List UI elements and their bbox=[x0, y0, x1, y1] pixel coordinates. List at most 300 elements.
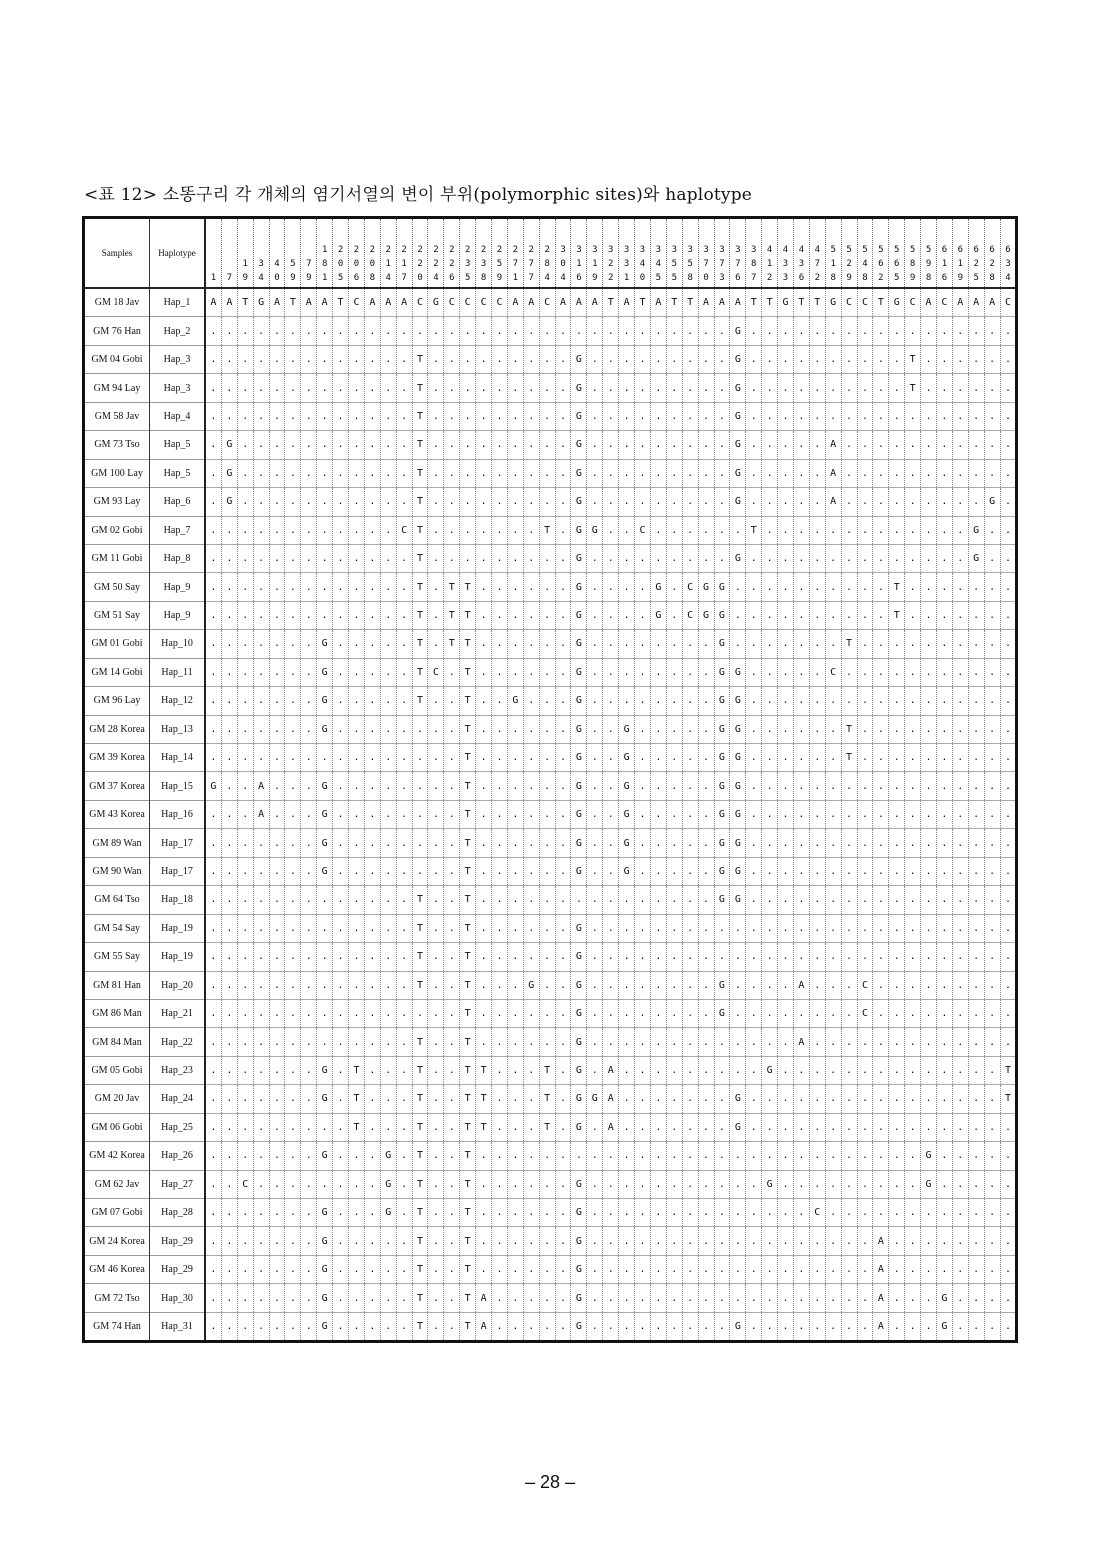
base-cell: . bbox=[793, 1284, 809, 1312]
haplotype-name: Hap_26 bbox=[150, 1142, 206, 1170]
base-cell: . bbox=[507, 544, 523, 572]
base-cell: . bbox=[364, 402, 380, 430]
base-cell: . bbox=[555, 630, 571, 658]
base-cell: . bbox=[984, 943, 1000, 971]
base-cell: . bbox=[364, 658, 380, 686]
base-cell: . bbox=[603, 1142, 619, 1170]
base-cell: T bbox=[444, 601, 460, 629]
base-cell: . bbox=[364, 772, 380, 800]
base-cell: . bbox=[650, 744, 666, 772]
base-cell: . bbox=[507, 1028, 523, 1056]
position-header bbox=[603, 218, 619, 289]
base-cell: . bbox=[952, 374, 968, 402]
base-cell: . bbox=[380, 687, 396, 715]
base-cell: . bbox=[523, 943, 539, 971]
position-digit: 5 bbox=[862, 245, 868, 255]
sample-name: GM 73 Tso bbox=[84, 431, 150, 459]
base-cell: T bbox=[412, 516, 428, 544]
base-cell: . bbox=[889, 914, 905, 942]
base-cell: . bbox=[221, 317, 237, 345]
base-cell: . bbox=[921, 687, 937, 715]
base-cell: . bbox=[349, 1227, 365, 1255]
base-cell: . bbox=[635, 1170, 651, 1198]
base-cell: A bbox=[873, 1284, 889, 1312]
base-cell: . bbox=[476, 772, 492, 800]
base-cell: . bbox=[523, 800, 539, 828]
base-cell: . bbox=[221, 1142, 237, 1170]
base-cell: . bbox=[746, 857, 762, 885]
position-digit: 6 bbox=[941, 245, 948, 255]
base-cell: . bbox=[444, 829, 460, 857]
base-cell: . bbox=[205, 1284, 221, 1312]
sample-name: GM 20 Jav bbox=[84, 1085, 150, 1113]
base-cell: . bbox=[555, 800, 571, 828]
base-cell: . bbox=[635, 402, 651, 430]
base-cell: . bbox=[555, 1028, 571, 1056]
base-cell: . bbox=[889, 1170, 905, 1198]
base-cell: . bbox=[809, 1113, 825, 1141]
base-cell: . bbox=[841, 402, 857, 430]
base-cell: . bbox=[317, 345, 333, 373]
base-cell: . bbox=[921, 829, 937, 857]
base-cell: A bbox=[476, 1312, 492, 1341]
base-cell: . bbox=[793, 1170, 809, 1198]
sample-name: GM 51 Say bbox=[84, 601, 150, 629]
base-cell: G bbox=[571, 459, 587, 487]
sample-name: GM 62 Jav bbox=[84, 1170, 150, 1198]
base-cell: . bbox=[889, 630, 905, 658]
base-cell: . bbox=[984, 772, 1000, 800]
base-cell: . bbox=[269, 374, 285, 402]
base-cell: T bbox=[412, 687, 428, 715]
base-cell: . bbox=[428, 1227, 444, 1255]
base-cell: . bbox=[237, 374, 253, 402]
base-cell: T bbox=[889, 601, 905, 629]
base-cell: . bbox=[460, 459, 476, 487]
position-digit: 0 bbox=[369, 259, 376, 269]
base-cell: . bbox=[285, 402, 301, 430]
base-cell: . bbox=[317, 914, 333, 942]
base-cell: . bbox=[444, 772, 460, 800]
position-digit: 3 bbox=[480, 259, 487, 269]
base-cell: . bbox=[889, 1227, 905, 1255]
base-cell: . bbox=[428, 1170, 444, 1198]
base-cell: . bbox=[619, 317, 635, 345]
position-digit: 3 bbox=[576, 245, 582, 255]
base-cell: . bbox=[237, 488, 253, 516]
base-cell: . bbox=[444, 374, 460, 402]
base-cell: . bbox=[952, 857, 968, 885]
base-cell: T bbox=[809, 288, 825, 317]
base-cell: . bbox=[221, 1170, 237, 1198]
base-cell: . bbox=[444, 800, 460, 828]
base-cell: . bbox=[936, 744, 952, 772]
base-cell: . bbox=[412, 715, 428, 743]
base-cell: . bbox=[269, 402, 285, 430]
base-cell: . bbox=[762, 715, 778, 743]
base-cell: . bbox=[205, 317, 221, 345]
table-row bbox=[84, 345, 1017, 373]
base-cell: . bbox=[635, 886, 651, 914]
base-cell: . bbox=[555, 516, 571, 544]
base-cell: . bbox=[635, 630, 651, 658]
base-cell: . bbox=[317, 374, 333, 402]
base-cell: . bbox=[492, 886, 508, 914]
base-cell: G bbox=[571, 1085, 587, 1113]
base-cell: . bbox=[666, 857, 682, 885]
base-cell: . bbox=[555, 1113, 571, 1141]
base-cell: . bbox=[936, 971, 952, 999]
base-cell: . bbox=[809, 1142, 825, 1170]
base-cell: . bbox=[873, 1028, 889, 1056]
position-digit: 2 bbox=[814, 273, 820, 283]
position-digit: 8 bbox=[751, 259, 757, 269]
base-cell: . bbox=[237, 1056, 253, 1084]
position-digit: 5 bbox=[973, 273, 979, 283]
base-cell: . bbox=[698, 374, 714, 402]
base-cell: . bbox=[460, 345, 476, 373]
base-cell: . bbox=[507, 1284, 523, 1312]
base-cell: . bbox=[905, 687, 921, 715]
base-cell: . bbox=[952, 544, 968, 572]
base-cell: . bbox=[301, 402, 317, 430]
base-cell: . bbox=[857, 516, 873, 544]
base-cell: . bbox=[396, 402, 412, 430]
base-cell: . bbox=[492, 317, 508, 345]
base-cell: . bbox=[301, 317, 317, 345]
base-cell: . bbox=[205, 886, 221, 914]
base-cell: . bbox=[253, 1085, 269, 1113]
base-cell: . bbox=[857, 402, 873, 430]
base-cell: . bbox=[205, 402, 221, 430]
haplotype-name: Hap_18 bbox=[150, 886, 206, 914]
base-cell: . bbox=[285, 914, 301, 942]
base-cell: . bbox=[809, 971, 825, 999]
base-cell: G bbox=[571, 601, 587, 629]
base-cell: . bbox=[253, 914, 269, 942]
base-cell: . bbox=[793, 1199, 809, 1227]
base-cell: . bbox=[285, 1255, 301, 1283]
base-cell: . bbox=[778, 715, 794, 743]
base-cell: . bbox=[984, 630, 1000, 658]
base-cell: . bbox=[873, 630, 889, 658]
base-cell: . bbox=[873, 431, 889, 459]
base-cell: . bbox=[428, 1056, 444, 1084]
base-cell: . bbox=[205, 431, 221, 459]
position-digit: 5 bbox=[337, 273, 344, 283]
base-cell: . bbox=[746, 829, 762, 857]
base-cell: . bbox=[555, 1170, 571, 1198]
base-cell: . bbox=[380, 1312, 396, 1341]
base-cell: . bbox=[857, 317, 873, 345]
base-cell: T bbox=[460, 1170, 476, 1198]
base-cell: C bbox=[237, 1170, 253, 1198]
base-cell: . bbox=[507, 914, 523, 942]
base-cell: . bbox=[603, 1227, 619, 1255]
base-cell: . bbox=[984, 999, 1000, 1027]
base-cell: . bbox=[921, 744, 937, 772]
base-cell: . bbox=[666, 999, 682, 1027]
base-cell: . bbox=[444, 317, 460, 345]
base-cell: . bbox=[968, 1312, 984, 1341]
base-cell: . bbox=[492, 1028, 508, 1056]
haplotype-header: Haplotype bbox=[150, 218, 206, 289]
base-cell: . bbox=[762, 1142, 778, 1170]
base-cell: . bbox=[301, 829, 317, 857]
position-digit: 8 bbox=[989, 273, 995, 283]
base-cell: . bbox=[793, 943, 809, 971]
base-cell: . bbox=[507, 1142, 523, 1170]
base-cell: . bbox=[984, 345, 1000, 373]
base-cell: . bbox=[285, 573, 301, 601]
base-cell: . bbox=[269, 516, 285, 544]
base-cell: . bbox=[285, 658, 301, 686]
base-cell: . bbox=[253, 544, 269, 572]
base-cell: . bbox=[730, 1170, 746, 1198]
position-header bbox=[635, 218, 651, 289]
base-cell: . bbox=[809, 573, 825, 601]
base-cell: G bbox=[380, 1199, 396, 1227]
base-cell: . bbox=[857, 488, 873, 516]
base-cell: . bbox=[539, 1028, 555, 1056]
base-cell: G bbox=[730, 687, 746, 715]
base-cell: . bbox=[555, 544, 571, 572]
sample-name: GM 93 Lay bbox=[84, 488, 150, 516]
base-cell: . bbox=[603, 658, 619, 686]
base-cell: . bbox=[650, 999, 666, 1027]
base-cell: . bbox=[936, 658, 952, 686]
base-cell: . bbox=[317, 544, 333, 572]
sample-name: GM 01 Gobi bbox=[84, 630, 150, 658]
position-digit: 4 bbox=[814, 245, 820, 255]
base-cell: . bbox=[762, 573, 778, 601]
base-cell: . bbox=[476, 658, 492, 686]
base-cell: . bbox=[269, 573, 285, 601]
base-cell: G bbox=[619, 772, 635, 800]
base-cell: . bbox=[253, 744, 269, 772]
position-digit: 4 bbox=[655, 259, 662, 269]
base-cell: . bbox=[921, 658, 937, 686]
base-cell: . bbox=[364, 744, 380, 772]
base-cell: . bbox=[905, 1170, 921, 1198]
base-cell: . bbox=[205, 1113, 221, 1141]
base-cell: . bbox=[793, 601, 809, 629]
base-cell: . bbox=[873, 516, 889, 544]
base-cell: . bbox=[714, 402, 730, 430]
base-cell: . bbox=[952, 1142, 968, 1170]
sample-name: GM 89 Wan bbox=[84, 829, 150, 857]
base-cell: . bbox=[237, 431, 253, 459]
base-cell: . bbox=[221, 1056, 237, 1084]
base-cell: C bbox=[857, 971, 873, 999]
base-cell: . bbox=[237, 971, 253, 999]
base-cell: . bbox=[650, 1142, 666, 1170]
position-digit: 2 bbox=[417, 245, 423, 255]
base-cell: . bbox=[682, 687, 698, 715]
base-cell: . bbox=[635, 1142, 651, 1170]
position-digit: 0 bbox=[703, 273, 709, 283]
base-cell: . bbox=[619, 1028, 635, 1056]
base-cell: . bbox=[253, 971, 269, 999]
base-cell: . bbox=[666, 658, 682, 686]
base-cell: . bbox=[746, 1255, 762, 1283]
base-cell: . bbox=[698, 999, 714, 1027]
base-cell: . bbox=[778, 1085, 794, 1113]
base-cell: . bbox=[714, 1227, 730, 1255]
base-cell: . bbox=[968, 374, 984, 402]
base-cell: . bbox=[746, 687, 762, 715]
base-cell: . bbox=[539, 971, 555, 999]
base-cell: . bbox=[221, 914, 237, 942]
base-cell: . bbox=[746, 1312, 762, 1341]
base-cell: T bbox=[460, 687, 476, 715]
base-cell: . bbox=[396, 374, 412, 402]
base-cell: . bbox=[555, 715, 571, 743]
base-cell: . bbox=[523, 658, 539, 686]
table-row bbox=[84, 601, 1017, 629]
base-cell: G bbox=[317, 1312, 333, 1341]
position-digit: 0 bbox=[417, 273, 423, 283]
position-digit: 7 bbox=[814, 259, 820, 269]
base-cell: . bbox=[349, 829, 365, 857]
base-cell: . bbox=[539, 1142, 555, 1170]
base-cell: . bbox=[507, 431, 523, 459]
base-cell: . bbox=[476, 943, 492, 971]
base-cell: . bbox=[650, 971, 666, 999]
base-cell: . bbox=[205, 601, 221, 629]
base-cell: T bbox=[682, 288, 698, 317]
base-cell: . bbox=[635, 800, 651, 828]
base-cell: . bbox=[635, 744, 651, 772]
base-cell: . bbox=[523, 374, 539, 402]
base-cell: . bbox=[650, 516, 666, 544]
base-cell: G bbox=[205, 772, 221, 800]
haplotype-name: Hap_14 bbox=[150, 744, 206, 772]
base-cell: . bbox=[523, 687, 539, 715]
base-cell: . bbox=[936, 829, 952, 857]
base-cell: . bbox=[364, 886, 380, 914]
base-cell: . bbox=[698, 658, 714, 686]
base-cell: . bbox=[762, 772, 778, 800]
base-cell: . bbox=[587, 630, 603, 658]
base-cell: . bbox=[841, 1227, 857, 1255]
base-cell: . bbox=[778, 1199, 794, 1227]
base-cell: . bbox=[396, 544, 412, 572]
base-cell: . bbox=[825, 573, 841, 601]
base-cell: . bbox=[301, 374, 317, 402]
base-cell: . bbox=[253, 1142, 269, 1170]
base-cell: . bbox=[603, 772, 619, 800]
base-cell: . bbox=[364, 1113, 380, 1141]
base-cell: . bbox=[857, 1227, 873, 1255]
base-cell: . bbox=[841, 999, 857, 1027]
base-cell: . bbox=[1000, 658, 1017, 686]
base-cell: . bbox=[285, 1312, 301, 1341]
base-cell: . bbox=[587, 943, 603, 971]
base-cell: T bbox=[460, 630, 476, 658]
base-cell: . bbox=[237, 1028, 253, 1056]
base-cell: . bbox=[698, 914, 714, 942]
base-cell: . bbox=[619, 1085, 635, 1113]
base-cell: . bbox=[778, 317, 794, 345]
table-row bbox=[84, 288, 1017, 317]
position-header bbox=[968, 218, 984, 289]
base-cell: . bbox=[984, 601, 1000, 629]
base-cell: . bbox=[778, 1142, 794, 1170]
base-cell: . bbox=[841, 317, 857, 345]
base-cell: . bbox=[666, 1142, 682, 1170]
base-cell: . bbox=[825, 772, 841, 800]
base-cell: . bbox=[825, 1312, 841, 1341]
base-cell: . bbox=[1000, 1170, 1017, 1198]
base-cell: . bbox=[523, 715, 539, 743]
base-cell: . bbox=[603, 1312, 619, 1341]
base-cell: . bbox=[825, 715, 841, 743]
base-cell: . bbox=[825, 744, 841, 772]
haplotype-name: Hap_6 bbox=[150, 488, 206, 516]
base-cell: G bbox=[571, 943, 587, 971]
base-cell: . bbox=[873, 857, 889, 885]
base-cell: . bbox=[793, 744, 809, 772]
position-digit: 7 bbox=[735, 259, 741, 269]
base-cell: . bbox=[253, 1170, 269, 1198]
base-cell: . bbox=[746, 630, 762, 658]
base-cell: . bbox=[1000, 999, 1017, 1027]
base-cell: . bbox=[539, 1227, 555, 1255]
base-cell: . bbox=[587, 1312, 603, 1341]
base-cell: . bbox=[492, 971, 508, 999]
position-digit: 0 bbox=[639, 273, 646, 283]
table-row bbox=[84, 374, 1017, 402]
base-cell: . bbox=[857, 1284, 873, 1312]
base-cell: . bbox=[905, 431, 921, 459]
base-cell: . bbox=[857, 1113, 873, 1141]
base-cell: . bbox=[809, 1056, 825, 1084]
base-cell: C bbox=[1000, 288, 1017, 317]
base-cell: . bbox=[936, 687, 952, 715]
base-cell: . bbox=[635, 1199, 651, 1227]
base-cell: . bbox=[682, 1170, 698, 1198]
base-cell: . bbox=[921, 1284, 937, 1312]
sample-name: GM 18 Jav bbox=[84, 288, 150, 317]
base-cell: . bbox=[889, 744, 905, 772]
base-cell: . bbox=[476, 402, 492, 430]
base-cell: . bbox=[205, 800, 221, 828]
base-cell: . bbox=[889, 943, 905, 971]
base-cell: . bbox=[905, 857, 921, 885]
polymorphic-sites-table-container bbox=[82, 216, 1018, 1343]
base-cell: T bbox=[412, 1199, 428, 1227]
base-cell: . bbox=[301, 516, 317, 544]
base-cell: . bbox=[444, 345, 460, 373]
base-cell: . bbox=[889, 459, 905, 487]
position-header bbox=[587, 218, 603, 289]
base-cell: . bbox=[221, 516, 237, 544]
base-cell: A bbox=[921, 288, 937, 317]
base-cell: . bbox=[746, 431, 762, 459]
base-cell: . bbox=[746, 658, 762, 686]
base-cell: . bbox=[253, 488, 269, 516]
table-row bbox=[84, 999, 1017, 1027]
base-cell: . bbox=[952, 658, 968, 686]
base-cell: . bbox=[873, 744, 889, 772]
base-cell: T bbox=[412, 1142, 428, 1170]
base-cell: . bbox=[444, 886, 460, 914]
base-cell: . bbox=[237, 1312, 253, 1341]
base-cell: . bbox=[635, 1255, 651, 1283]
base-cell: . bbox=[730, 516, 746, 544]
position-digit: 2 bbox=[608, 273, 614, 283]
